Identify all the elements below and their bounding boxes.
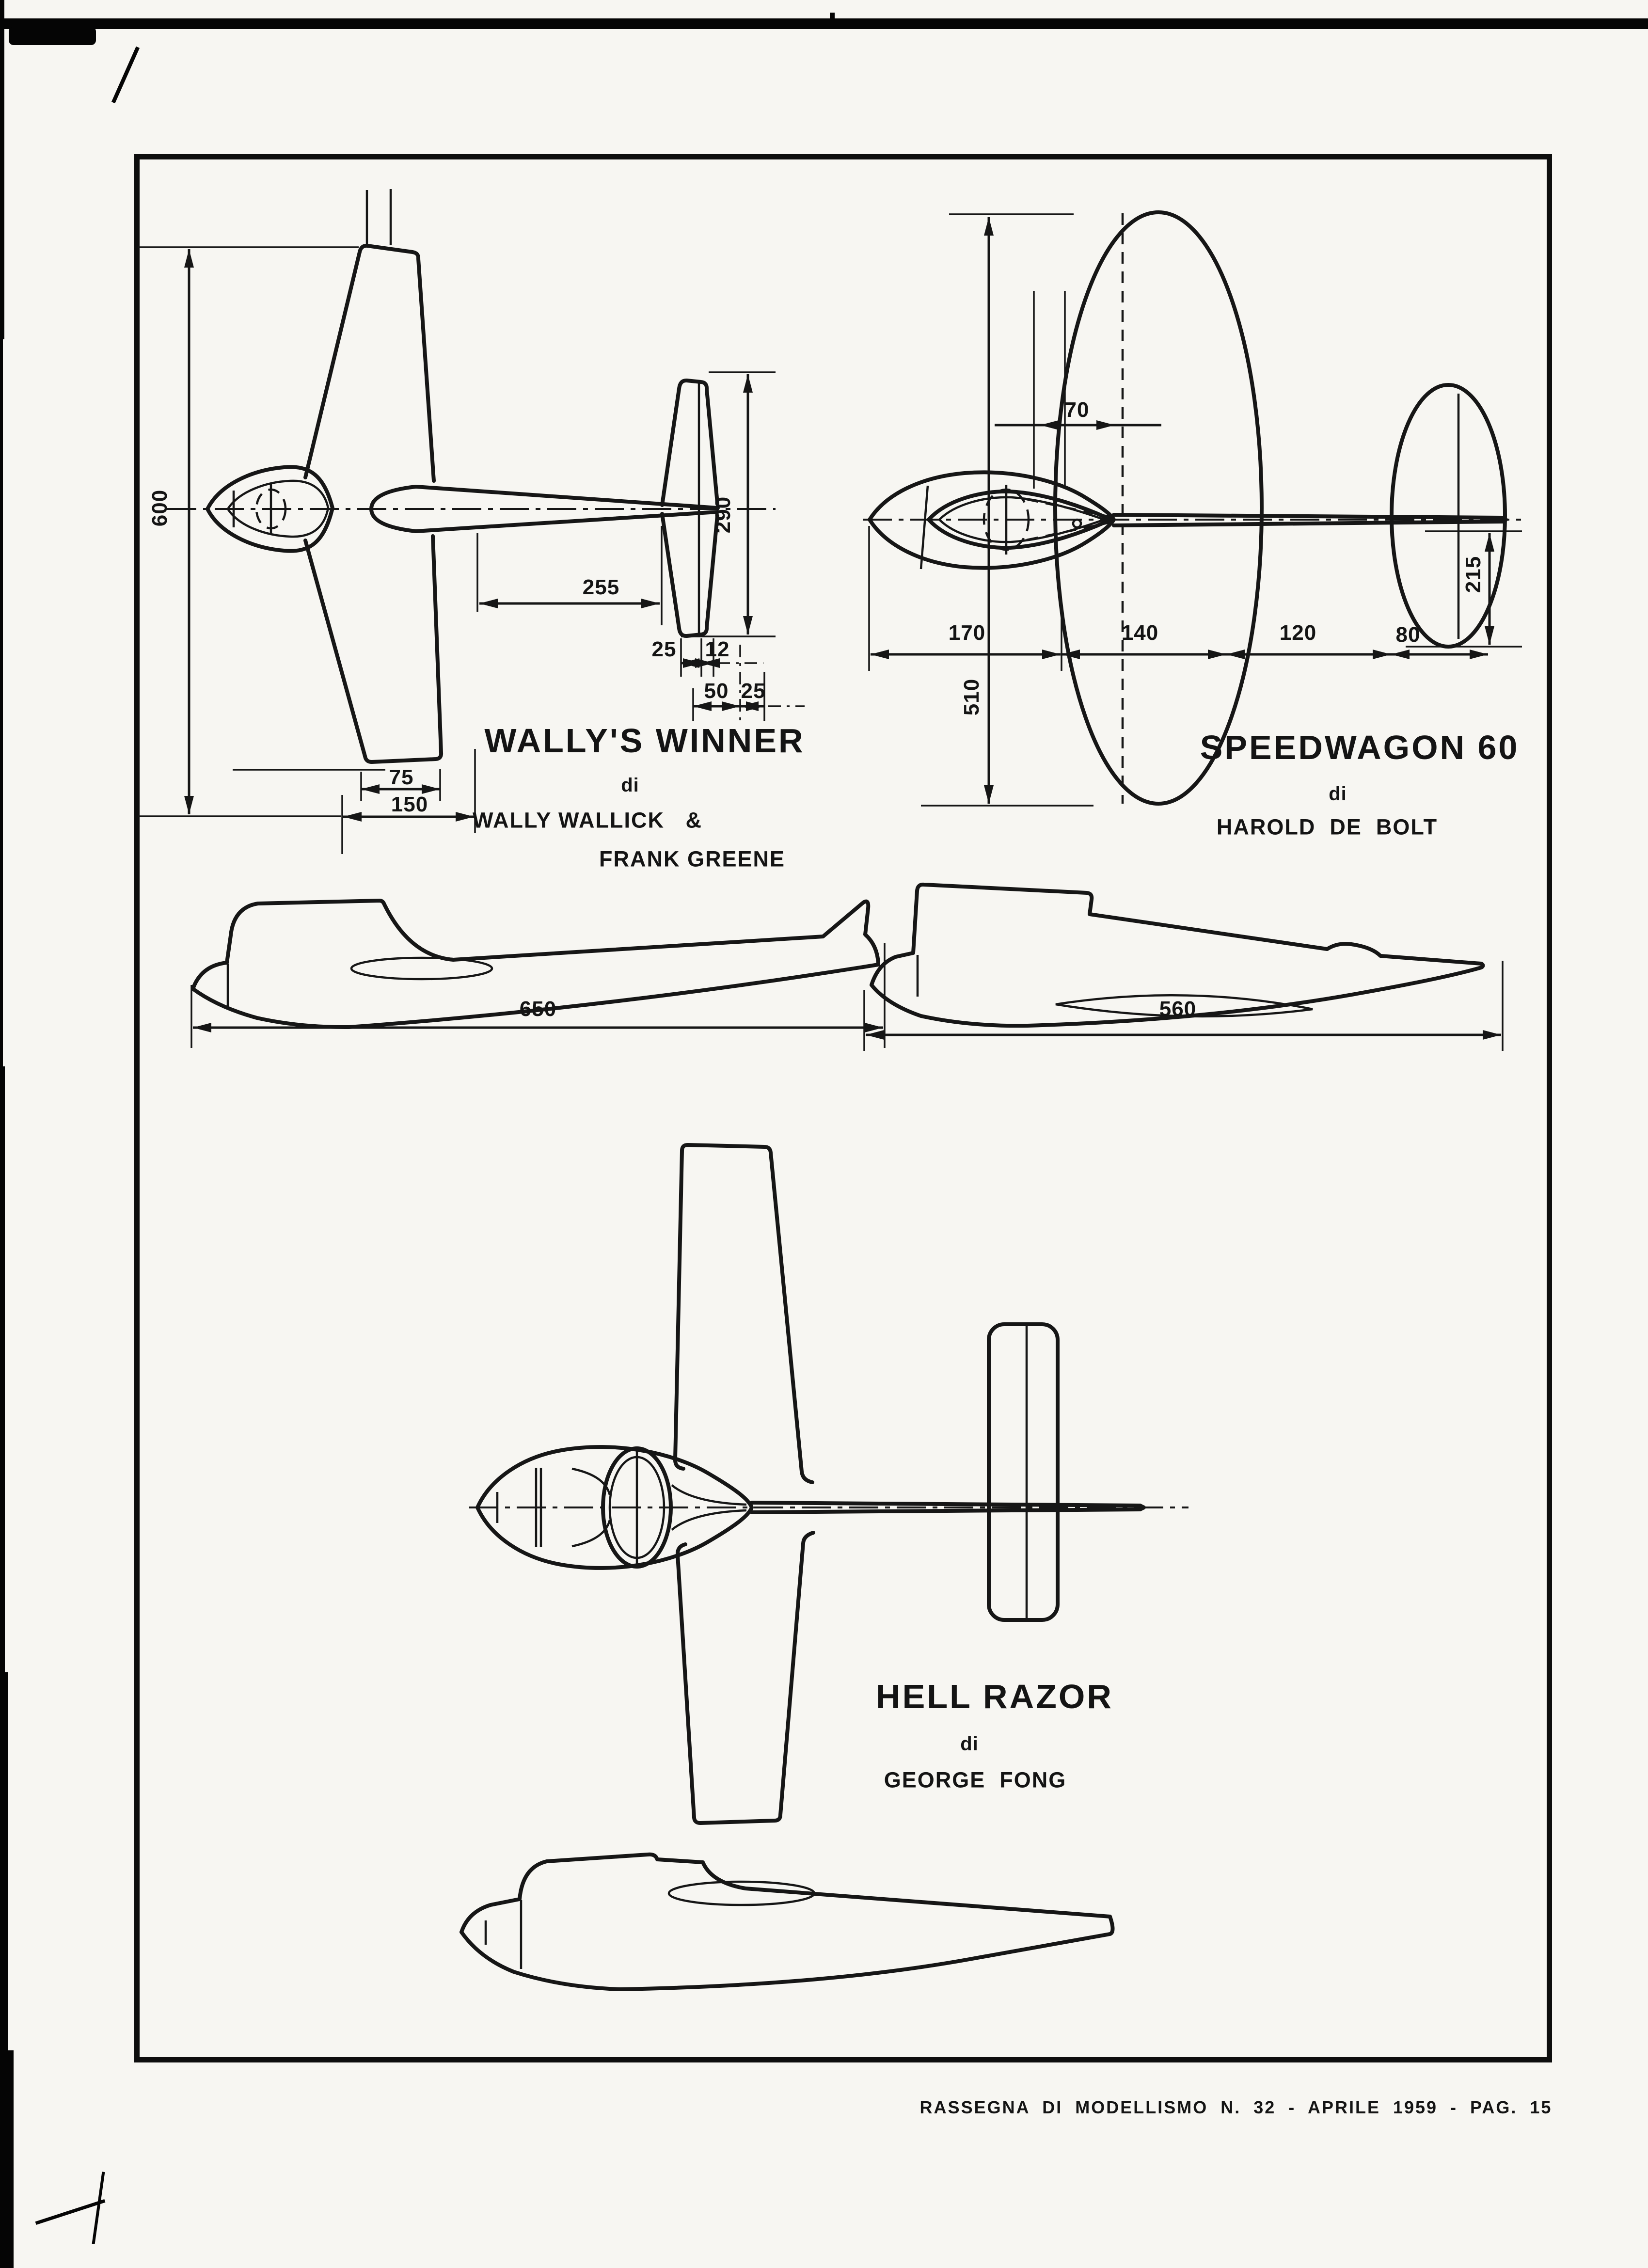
tail-boom-top bbox=[1114, 515, 1503, 518]
fuselage-top-contour bbox=[193, 901, 878, 989]
dim-tail-gap: 120 bbox=[1279, 621, 1317, 645]
fuselage-top-contour bbox=[872, 885, 1481, 985]
stabilizer-outline bbox=[989, 1324, 1058, 1620]
tail-boom-top bbox=[752, 1503, 1140, 1506]
speedwagon-title: SPEEDWAGON 60 bbox=[1200, 729, 1520, 766]
wallys-authors-1: WALLY WALLICK & bbox=[472, 808, 703, 833]
dim-speedwagon-length: 560 bbox=[1159, 997, 1197, 1021]
spinner-line bbox=[921, 486, 928, 569]
tail-boom-top bbox=[416, 487, 718, 508]
wing-lower-panel bbox=[305, 536, 441, 762]
wallys-winner-dimensions bbox=[138, 247, 885, 1048]
tail-point bbox=[1140, 1506, 1144, 1509]
dim-stab-tip-chord: 25 bbox=[651, 637, 677, 661]
dim-center-section: 140 bbox=[1121, 621, 1159, 645]
dim-wing-tip-chord: 75 bbox=[389, 765, 414, 789]
tail-boom-bottom bbox=[416, 512, 718, 531]
dim-wing-span: 600 bbox=[148, 489, 172, 527]
hell-razor-top-view bbox=[469, 1145, 1188, 1823]
fuselage-top-contour bbox=[461, 1855, 1110, 1932]
hell-razor-title: HELL RAZOR bbox=[876, 1678, 1113, 1715]
wing-lower-panel bbox=[678, 1533, 813, 1823]
wallys-title: WALLY'S WINNER bbox=[484, 722, 805, 760]
vent-mark bbox=[1073, 520, 1081, 527]
stabilizer-upper bbox=[662, 381, 717, 505]
page-footer: RASSEGNA DI MODELLISMO N. 32 - APRILE 1959 - PAG. 15 bbox=[919, 2097, 1553, 2117]
hell-razor-byline: di bbox=[960, 1733, 979, 1755]
wing-upper-panel bbox=[675, 1145, 812, 1482]
tail-boom-bottom bbox=[1114, 522, 1503, 525]
dim-elevator-span: 215 bbox=[1461, 555, 1485, 593]
dim-elevator-root-chord: 25 bbox=[741, 679, 766, 703]
wallys-authors-2: FRANK GREENE bbox=[599, 846, 786, 872]
tail-boom-bottom bbox=[752, 1509, 1140, 1512]
speedwagon-authors-1: HAROLD DE BOLT bbox=[1216, 814, 1438, 840]
wallys-winner-top-view bbox=[167, 189, 776, 762]
dim-speedwagon-span: 510 bbox=[960, 678, 983, 716]
hell-razor-authors-1: GEORGE FONG bbox=[884, 1767, 1067, 1792]
dim-nose-to-cg: 70 bbox=[1064, 398, 1090, 422]
dim-tail-span: 290 bbox=[711, 496, 735, 534]
stabilizer-lower bbox=[662, 514, 717, 636]
dim-tail-moment: 255 bbox=[582, 575, 620, 599]
dim-wallys-length: 650 bbox=[519, 997, 557, 1021]
wing-upper-panel bbox=[305, 246, 434, 481]
hell-razor-side-view bbox=[461, 1855, 1113, 1989]
dim-elevator-tip-chord: 12 bbox=[705, 637, 730, 661]
dim-elevator-chord: 80 bbox=[1395, 623, 1421, 647]
dim-nose-length: 170 bbox=[948, 621, 986, 645]
dim-stab-root-chord: 50 bbox=[704, 679, 729, 703]
wallys-byline: di bbox=[621, 775, 639, 796]
speedwagon-byline: di bbox=[1329, 783, 1347, 805]
wing-fairing-ellipse bbox=[351, 958, 492, 979]
fuselage-bottom-contour bbox=[461, 1917, 1113, 1989]
dim-wing-root-chord: 150 bbox=[391, 793, 428, 816]
